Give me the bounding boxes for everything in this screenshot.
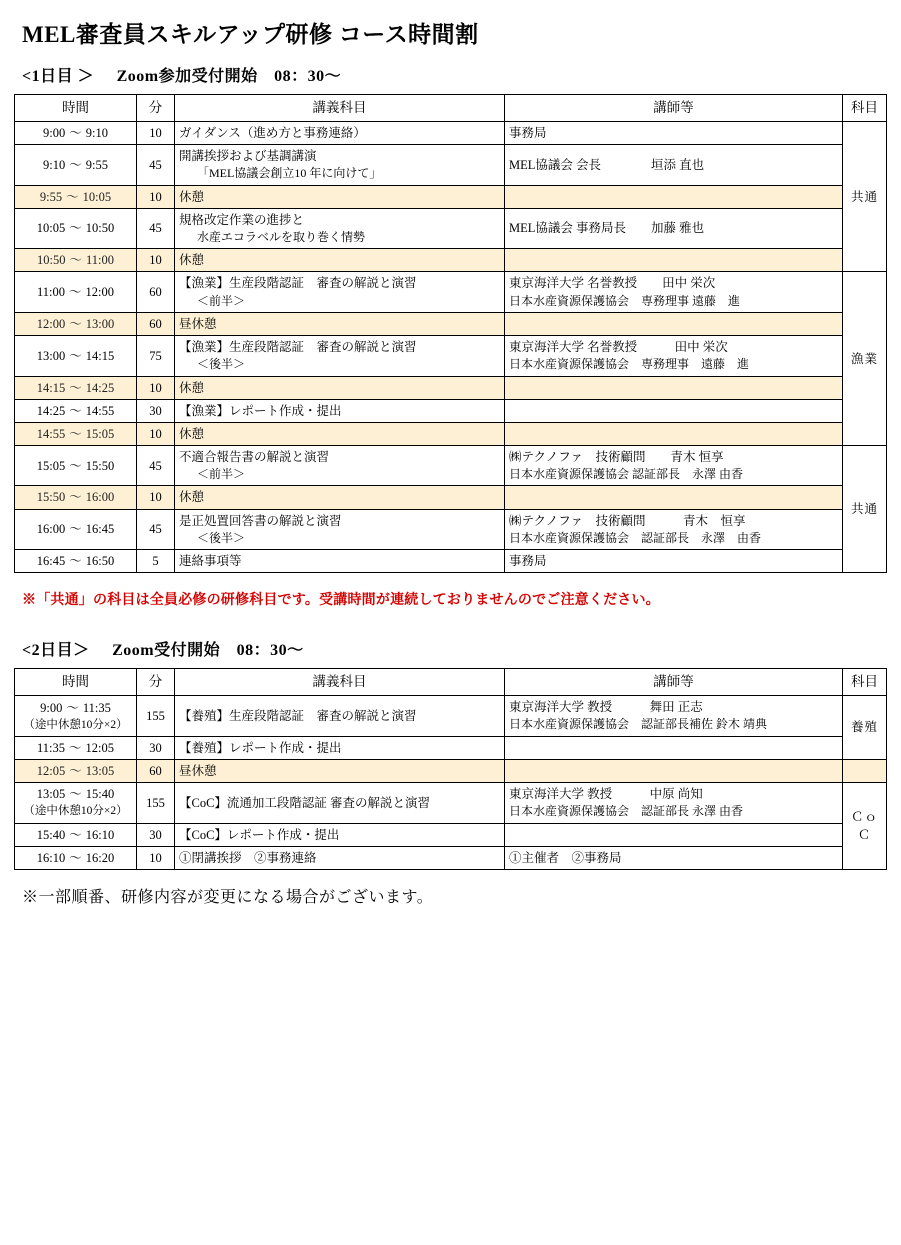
cell-lecturer [505, 759, 843, 782]
cell-time: 16:00 〜 16:45 [15, 509, 137, 550]
table-row [15, 696, 887, 737]
cell-time: 16:45 〜 16:50 [15, 550, 137, 573]
table-row [15, 782, 887, 823]
cell-subject: ①閉講挨拶 ②事務連絡 [175, 846, 505, 869]
col-header-subject: 講義科目 [175, 95, 505, 122]
cell-time: 9:55 〜 10:05 [15, 185, 137, 208]
cell-category [843, 759, 887, 782]
page-title: MEL審査員スキルアップ研修 コース時間割 [22, 22, 479, 47]
col-header-time: 時間 [15, 669, 137, 696]
cell-subject: 休憩 [175, 249, 505, 272]
cell-subject: 是正処置回答書の解説と演習 ＜後半＞ [175, 509, 505, 550]
day1-label: <1日目 ＞ [22, 68, 95, 85]
cell-subject: 休憩 [175, 486, 505, 509]
col-header-category: 科目 [843, 669, 887, 696]
cell-lecturer: 東京海洋大学 名誉教授 田中 栄次 日本水産資源保護協会 専務理事 遠藤 進 [505, 272, 843, 313]
cell-time: 11:35 〜 12:05 [15, 736, 137, 759]
cell-category: 漁業 [843, 272, 887, 446]
cell-subject: 休憩 [175, 422, 505, 445]
day1-schedule-table [14, 94, 887, 573]
table-row [15, 422, 887, 445]
table-row [15, 445, 887, 486]
cell-category: 共通 [843, 122, 887, 272]
table-row [15, 509, 887, 550]
cell-subject: 【養殖】レポート作成・提出 [175, 736, 505, 759]
cell-lecturer: 東京海洋大学 名誉教授 田中 栄次 日本水産資源保護協会 専務理事 遠藤 進 [505, 336, 843, 377]
cell-lecturer [505, 823, 843, 846]
cell-subject: 昼休憩 [175, 759, 505, 782]
cell-lecturer [505, 422, 843, 445]
table-row [15, 185, 887, 208]
cell-subject: 不適合報告書の解説と演習 ＜前半＞ [175, 445, 505, 486]
cell-subject: 【CoC】流通加工段階認証 審査の解説と演習 [175, 782, 505, 823]
cell-lecturer: 東京海洋大学 教授 中原 尚知 日本水産資源保護協会 認証部長 永澤 由香 [505, 782, 843, 823]
note-common-subjects: ※「共通」の科目は全員必修の研修科目です。受講時間が連続しておりませんのでご注意ください。 [22, 593, 660, 609]
cell-minutes: 60 [137, 312, 175, 335]
cell-lecturer: MEL協議会 会長 垣添 直也 [505, 145, 843, 186]
cell-subject: 連絡事項等 [175, 550, 505, 573]
cell-lecturer: ㈱テクノファ 技術顧問 青木 恒享 日本水産資源保護協会 認証部長 永澤 由香 [505, 509, 843, 550]
col-header-minutes: 分 [137, 669, 175, 696]
cell-minutes: 45 [137, 445, 175, 486]
cell-time: 14:55 〜 15:05 [15, 422, 137, 445]
cell-minutes: 45 [137, 509, 175, 550]
cell-minutes: 10 [137, 122, 175, 145]
cell-time: 15:50 〜 16:00 [15, 486, 137, 509]
cell-minutes: 45 [137, 208, 175, 249]
cell-time: 15:40 〜 16:10 [15, 823, 137, 846]
table-row [15, 846, 887, 869]
table-row [15, 145, 887, 186]
col-header-minutes: 分 [137, 95, 175, 122]
table-row [15, 122, 887, 145]
table-row [15, 399, 887, 422]
table-row [15, 312, 887, 335]
day1-heading [22, 63, 887, 86]
cell-time: 10:50 〜 11:00 [15, 249, 137, 272]
cell-lecturer [505, 399, 843, 422]
cell-subject: 【漁業】レポート作成・提出 [175, 399, 505, 422]
day2-heading [22, 637, 887, 660]
table-row [15, 736, 887, 759]
table-row [15, 759, 887, 782]
note-schedule-change: ※一部順番、研修内容が変更になる場合がございます。 [22, 888, 434, 906]
cell-time: 14:15 〜 14:25 [15, 376, 137, 399]
table-header-row [15, 95, 887, 122]
table-row [15, 823, 887, 846]
cell-minutes: 10 [137, 376, 175, 399]
col-header-lecturer: 講師等 [505, 95, 843, 122]
cell-subject: 【養殖】生産段階認証 審査の解説と演習 [175, 696, 505, 737]
cell-lecturer: 東京海洋大学 教授 舞田 正志 日本水産資源保護協会 認証部長補佐 鈴木 靖典 [505, 696, 843, 737]
cell-lecturer [505, 376, 843, 399]
cell-minutes: 5 [137, 550, 175, 573]
cell-subject: 規格改定作業の進捗と 水産エコラベルを取り巻く情勢 [175, 208, 505, 249]
cell-minutes: 10 [137, 486, 175, 509]
cell-subject: 【漁業】生産段階認証 審査の解説と演習 ＜前半＞ [175, 272, 505, 313]
table-row [15, 550, 887, 573]
cell-minutes: 10 [137, 422, 175, 445]
table-row [15, 249, 887, 272]
cell-subject: ガイダンス（進め方と事務連絡） [175, 122, 505, 145]
col-header-lecturer: 講師等 [505, 669, 843, 696]
cell-time: 14:25 〜 14:55 [15, 399, 137, 422]
cell-lecturer [505, 185, 843, 208]
cell-minutes: 45 [137, 145, 175, 186]
day1-zoom-info: Zoom参加受付開始 08：30〜 [116, 68, 342, 85]
cell-subject: 昼休憩 [175, 312, 505, 335]
col-header-subject: 講義科目 [175, 669, 505, 696]
cell-time: 13:00 〜 14:15 [15, 336, 137, 377]
cell-lecturer [505, 312, 843, 335]
cell-time: 9:10 〜 9:55 [15, 145, 137, 186]
cell-time: 12:00 〜 13:00 [15, 312, 137, 335]
cell-subject: 休憩 [175, 376, 505, 399]
cell-time: 11:00 〜 12:00 [15, 272, 137, 313]
cell-time: 9:00 〜 9:10 [15, 122, 137, 145]
cell-time: 15:05 〜 15:50 [15, 445, 137, 486]
day2-schedule-table [14, 668, 887, 870]
cell-minutes: 30 [137, 823, 175, 846]
table-header-row [15, 669, 887, 696]
cell-lecturer [505, 486, 843, 509]
table-row [15, 486, 887, 509]
cell-lecturer [505, 249, 843, 272]
cell-minutes: 10 [137, 185, 175, 208]
cell-time: 12:05 〜 13:05 [15, 759, 137, 782]
cell-minutes: 155 [137, 782, 175, 823]
col-header-time: 時間 [15, 95, 137, 122]
cell-minutes: 60 [137, 272, 175, 313]
cell-minutes: 10 [137, 249, 175, 272]
cell-lecturer: 事務局 [505, 122, 843, 145]
table-row [15, 376, 887, 399]
col-header-category: 科目 [843, 95, 887, 122]
cell-time: 16:10 〜 16:20 [15, 846, 137, 869]
cell-subject: 休憩 [175, 185, 505, 208]
day2-zoom-info: Zoom受付開始 08：30〜 [112, 642, 304, 660]
cell-lecturer [505, 736, 843, 759]
cell-category: 養殖 [843, 696, 887, 760]
cell-lecturer: 事務局 [505, 550, 843, 573]
table-row [15, 336, 887, 377]
cell-subject: 開講挨拶および基調講演 「MEL協議会創立10 年に向けて」 [175, 145, 505, 186]
cell-time: 10:05 〜 10:50 [15, 208, 137, 249]
cell-lecturer: MEL協議会 事務局長 加藤 雅也 [505, 208, 843, 249]
cell-time: 13:05 〜 15:40 （途中休憩10分×2） [15, 782, 137, 823]
cell-time: 9:00 〜 11:35 （途中休憩10分×2） [15, 696, 137, 737]
cell-category: 共通 [843, 445, 887, 572]
cell-subject: 【CoC】レポート作成・提出 [175, 823, 505, 846]
cell-subject: 【漁業】生産段階認証 審査の解説と演習 ＜後半＞ [175, 336, 505, 377]
table-row [15, 208, 887, 249]
cell-minutes: 60 [137, 759, 175, 782]
day2-label: <2日目＞ [22, 642, 90, 660]
cell-minutes: 155 [137, 696, 175, 737]
cell-minutes: 30 [137, 399, 175, 422]
table-row [15, 272, 887, 313]
cell-minutes: 10 [137, 846, 175, 869]
cell-minutes: 30 [137, 736, 175, 759]
cell-lecturer: ㈱テクノファ 技術顧問 青木 恒享 日本水産資源保護協会 認証部長 永澤 由香 [505, 445, 843, 486]
cell-lecturer: ①主催者 ②事務局 [505, 846, 843, 869]
cell-minutes: 75 [137, 336, 175, 377]
cell-category: ＣｏＣ [843, 782, 887, 869]
